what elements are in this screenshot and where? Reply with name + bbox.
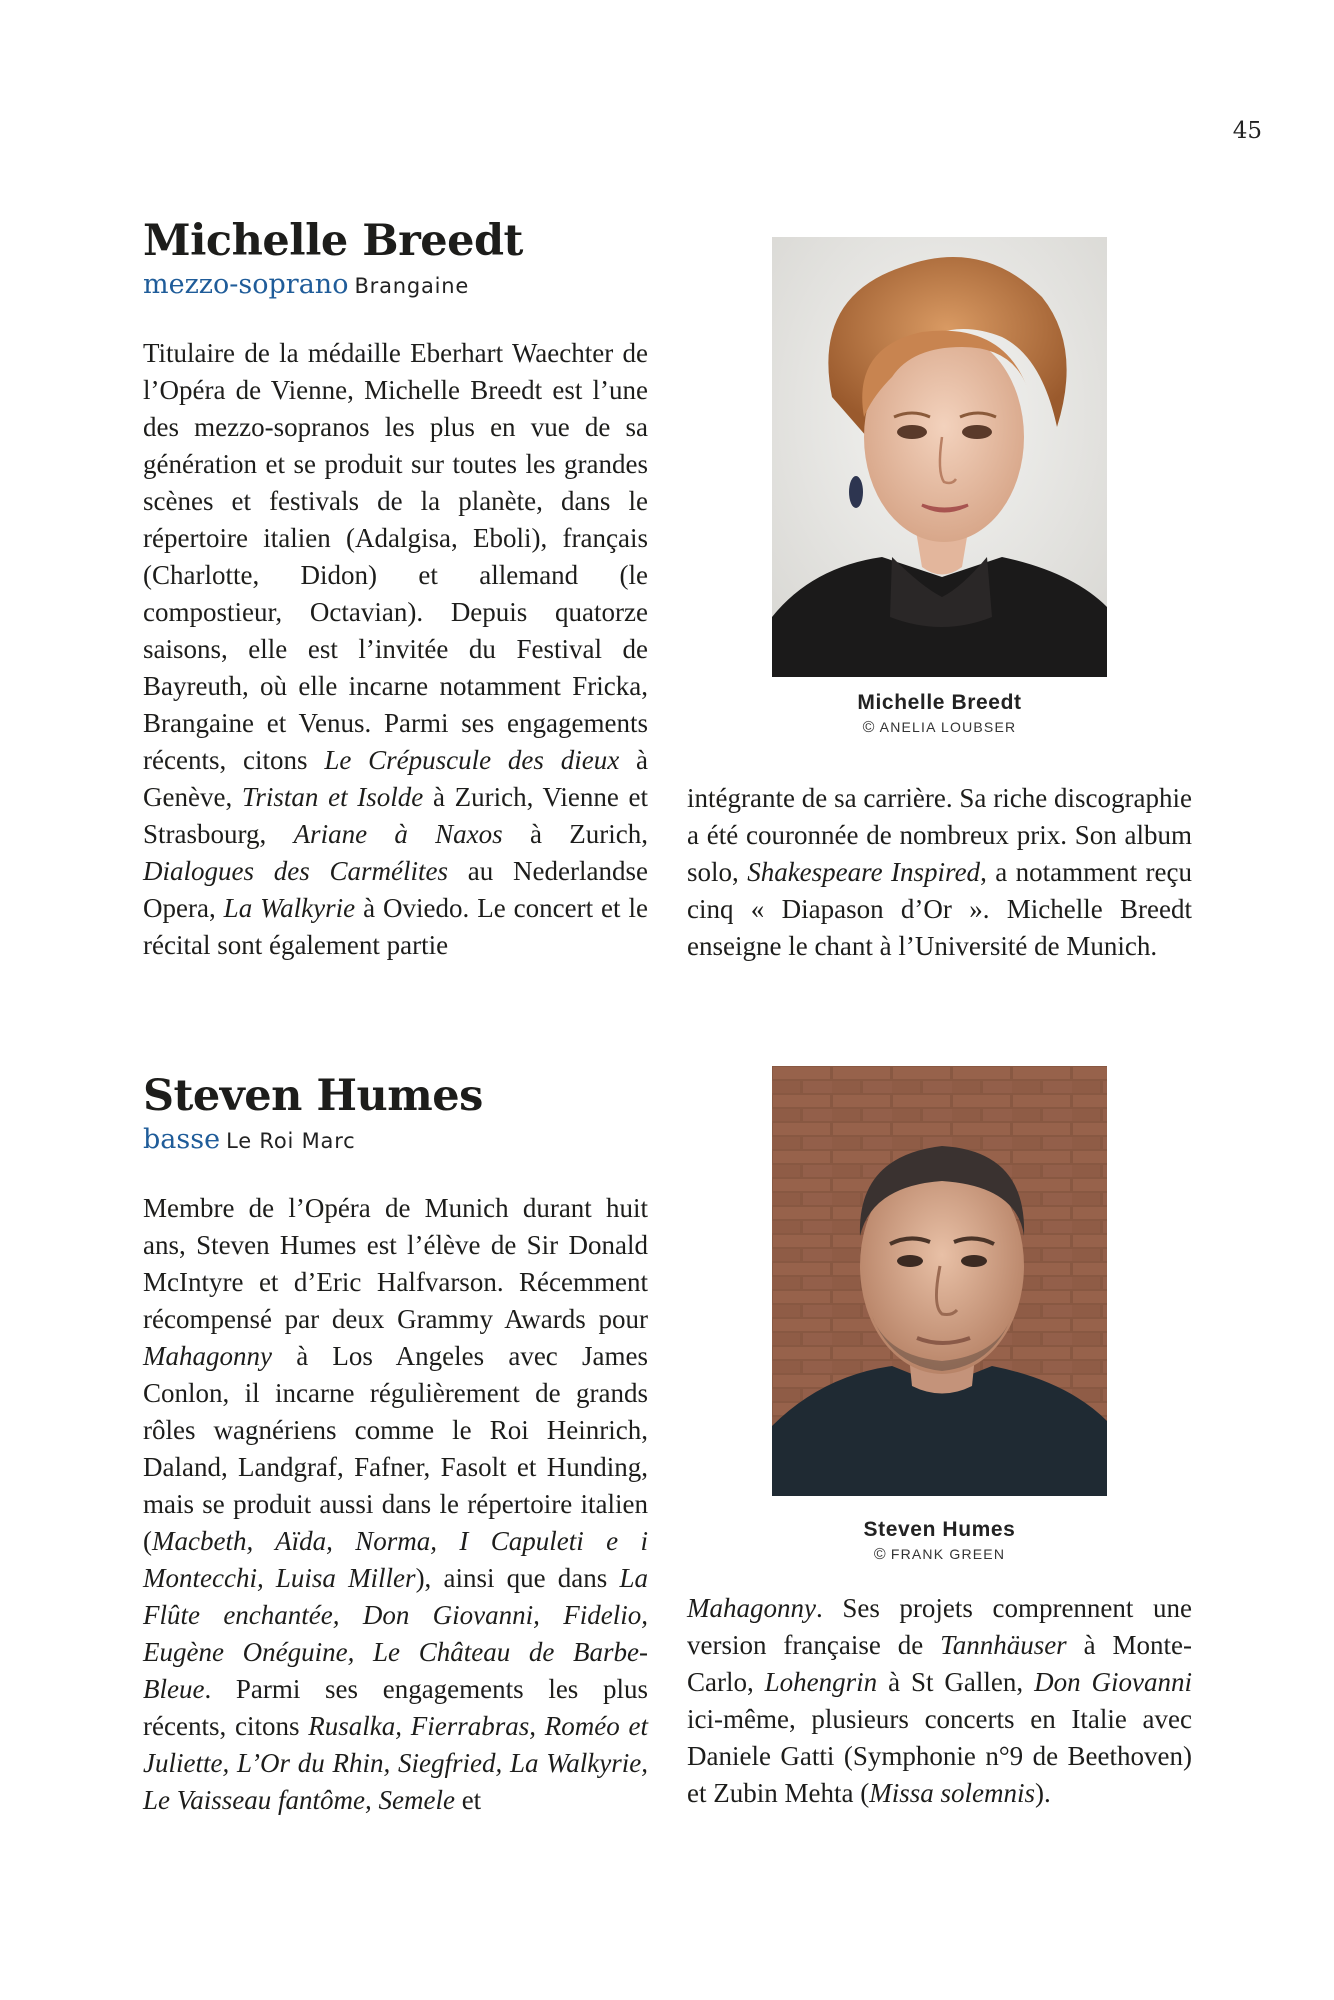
italic-title: Rusalka, Fierrabras, Roméo et Juliette, L’Or du Rhin, Siegfried, La Walkyrie, Le Vaisseau fantôme, Semele <box>143 1711 648 1815</box>
italic-title: Tristan et Isolde <box>241 782 424 812</box>
italic-title: Macbeth, Aïda, Norma, I Capuleti e i Montecchi, Luisa Miller <box>143 1526 648 1593</box>
bio-text-left-column <box>143 335 648 964</box>
text-run: intégrante de sa carrière. Sa riche discographie a été couronnée de nombreux prix. Son album solo, <box>687 783 1192 887</box>
text-run: et <box>454 1785 482 1815</box>
photo-credit: © ANELIA LOUBSER <box>862 719 1017 736</box>
text-run: ), ainsi que dans <box>415 1563 620 1593</box>
text-run: . Parmi ses engagements les plus récents, citons <box>143 1674 648 1741</box>
artist-name: Michelle Breedt <box>143 216 523 266</box>
text-run: ). <box>1034 1778 1051 1808</box>
photo-caption <box>772 1518 1107 1564</box>
text-run: à St Gallen, <box>877 1667 1035 1697</box>
text-run: à Monte-Carlo, <box>687 1630 1193 1697</box>
text-run: au Nederlandse Opera, <box>143 856 648 923</box>
text-run: à Zurich, <box>502 819 648 849</box>
photo-credit: © FRANK GREEN <box>873 1546 1006 1563</box>
artist-photo <box>772 237 1107 677</box>
role-name: Brangaine <box>354 274 470 298</box>
bio-michelle-breedt <box>143 215 1198 961</box>
italic-title: Don Giovanni <box>1034 1667 1192 1697</box>
text-run: . Ses projets comprennent une version française de <box>687 1593 1192 1660</box>
text-run: , a notamment reçu cinq « Diapason d’Or ». Michelle Breedt enseigne le chant à l’Université de Munich. <box>687 857 1193 961</box>
italic-title: Tannhäuser <box>940 1630 1067 1660</box>
italic-title: Shakespeare Inspired <box>747 857 981 887</box>
caption-name: Steven Humes <box>863 1518 1016 1541</box>
italic-title: Mahagonny <box>687 1593 816 1623</box>
italic-title: Le Crépuscule des dieux <box>324 745 620 775</box>
italic-title: Ariane à Naxos <box>293 819 503 849</box>
italic-title: La Flûte enchantée, Don Giovanni, Fidelio, Eugène Onéguine, Le Château de Barbe-Bleue <box>143 1563 648 1704</box>
bio-text-right-column <box>687 1590 1192 1812</box>
voice-type: mezzo-soprano <box>143 269 349 300</box>
text-run: Membre de l’Opéra de Munich durant huit ans, Steven Humes est l’élève de Sir Donald McIntyre et d’Eric Halfvarson. Récemment récompensé par deux Grammy Awards pour <box>143 1193 648 1334</box>
text-run: à Los Angeles avec James Conlon, il incarne régulièrement de grands rôles wagnériens comme le Roi Heinrich, Daland, Landgraf, Fafner, Fasolt et Hunding, mais se produit aussi dans le répertoire italien ( <box>143 1341 648 1556</box>
portrait-image <box>772 1066 1107 1496</box>
text-run: à Oviedo. Le concert et le récital sont également partie <box>143 893 648 960</box>
italic-title: Lohengrin <box>764 1667 878 1697</box>
italic-title: La Walkyrie <box>223 893 356 923</box>
text-run: à Zurich, Vienne et Strasbourg, <box>143 782 649 849</box>
bio-text-left-column <box>143 1190 648 1819</box>
italic-title: Mahagonny <box>143 1341 272 1371</box>
portrait-image <box>772 237 1107 677</box>
artist-photo <box>772 1066 1107 1496</box>
text-run: à Genève, <box>143 745 648 812</box>
italic-title: Missa solemnis <box>869 1778 1035 1808</box>
bio-text-right-column <box>687 780 1192 965</box>
caption-name: Michelle Breedt <box>857 691 1022 714</box>
bio-steven-humes <box>143 1070 1198 1815</box>
role-name: Le Roi Marc <box>226 1129 356 1153</box>
copyright-icon: © <box>862 719 876 736</box>
copyright-icon: © <box>873 1546 887 1563</box>
text-run: ici-même, plusieurs concerts en Italie avec Daniele Gatti (Symphonie n°9 de Beethoven) et Zubin Mehta ( <box>687 1704 1192 1808</box>
page-number: 45 <box>1232 118 1262 144</box>
italic-title: Dialogues des Carmélites <box>143 856 449 886</box>
text-run: Titulaire de la médaille Eberhart Waechter de l’Opéra de Vienne, Michelle Breedt est l’une des mezzo-sopranos les plus en vue de sa génération et se produit sur toutes les grandes scènes et festivals de la planète, dans le répertoire italien (Adalgisa, Eboli), français (Charlotte, Didon) et allemand (le compostieur, Octavian). Depuis quatorze saisons, elle est l’invitée du Festival de Bayreuth, où elle incarne notamment Fricka, Brangaine et Venus. Parmi ses engagements récents, citons <box>143 338 648 775</box>
voice-type: basse <box>143 1124 221 1155</box>
photo-caption <box>772 691 1107 737</box>
artist-name: Steven Humes <box>143 1071 483 1121</box>
